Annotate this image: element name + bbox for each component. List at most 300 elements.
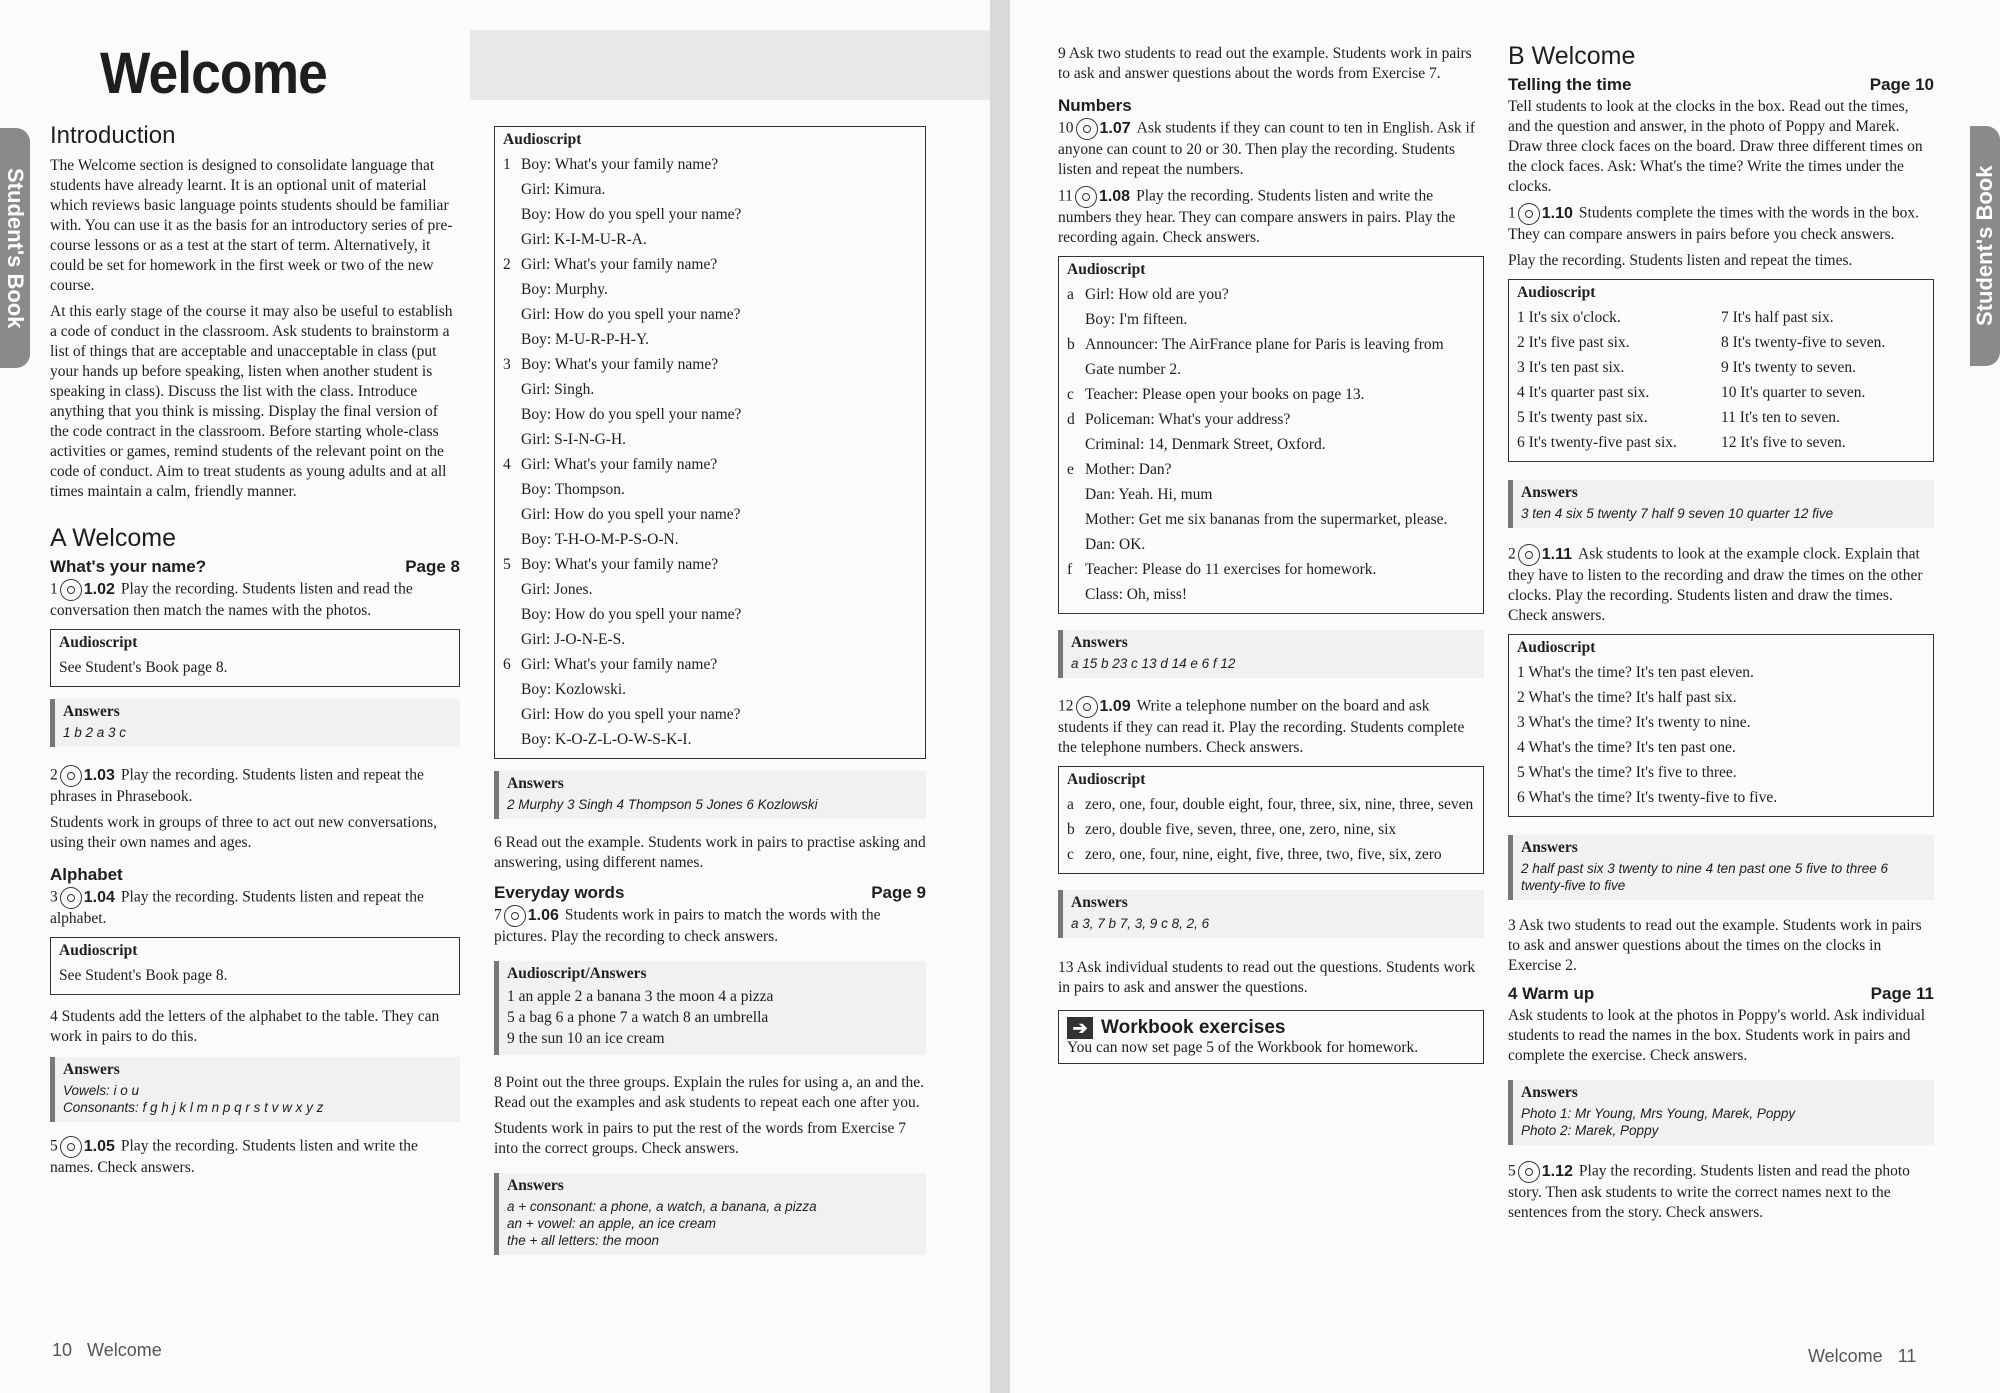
subheading-text: 4 Warm up	[1508, 984, 1595, 1003]
exercise-13: 13 Ask individual students to read out the questions. Students work in pairs to ask and answer the questions.	[1058, 959, 1476, 996]
subheading-text: What's your name?	[50, 557, 207, 576]
audioscript-line: 3 What's the time? It's twenty to nine.	[1517, 714, 1751, 731]
exercise-3	[50, 887, 460, 929]
exercise-9: 9 Ask two students to read out the example. Students work in pairs to ask and answer questions about the words from Exercise 7.	[1058, 45, 1472, 82]
cd-icon	[1518, 1161, 1540, 1183]
line-number	[503, 602, 521, 627]
side-tab: Student's Book	[1970, 126, 2000, 366]
box-title: Audioscript	[1517, 284, 1596, 301]
audioscript-line	[1067, 532, 1475, 557]
box-title: Audioscript	[59, 634, 138, 651]
line-text: Teacher: Please do 11 exercises for homework.	[1085, 561, 1377, 578]
exercise-number: 11	[1058, 187, 1073, 205]
audioscript-line	[503, 552, 917, 577]
line-number: 2	[503, 256, 511, 273]
answers-text: the + all letters: the moon	[507, 1233, 659, 1248]
audioscript-line	[503, 727, 917, 752]
line-text: Boy: What's your family name?	[521, 556, 719, 573]
track-number: 1.03	[83, 766, 115, 784]
box-title: Audioscript	[1517, 639, 1596, 656]
audioscript-line: 4 It's quarter past six.	[1517, 384, 1650, 401]
exercise-8: 8 Point out the three groups. Explain the rules for using a, an and the. Read out the examples and ask students to repeat each one after you.	[494, 1074, 925, 1111]
line-number	[503, 202, 521, 227]
answers-text: a + consonant: a phone, a watch, a banana, a pizza	[507, 1199, 817, 1214]
exercise-text: Play the recording. Students listen and repeat the phrases in Phrasebook.	[50, 766, 424, 805]
audioscript-line	[503, 702, 917, 727]
cd-icon	[1518, 544, 1540, 566]
audioscript-line	[503, 502, 917, 527]
exercise-text: Play the recording. Students listen and repeat the alphabet.	[50, 888, 424, 927]
line-number	[1067, 307, 1085, 332]
track-number: 1.10	[1541, 204, 1573, 222]
left-column-1	[50, 122, 460, 1184]
page-number: 11	[1897, 1346, 1917, 1366]
cd-icon	[1076, 118, 1098, 140]
answers-line: 5 a bag 6 a phone 7 a watch 8 an umbrella	[507, 1009, 769, 1026]
audioscript-box	[1508, 279, 1934, 462]
answers-box	[1058, 890, 1484, 938]
exercise-5	[1508, 1161, 1934, 1223]
audioscript-line: 2 It's five past six.	[1517, 334, 1630, 351]
exercise-text: Play the recording. Students listen and read the conversation then match the names with the photos.	[50, 580, 413, 619]
audioscript-line: 11 It's ten to seven.	[1721, 409, 1840, 426]
exercise-2	[1508, 544, 1934, 626]
line-number: c	[1067, 386, 1074, 403]
audioscript-line	[503, 152, 917, 177]
exercise-text: Students work in pairs to match the words with the pictures. Play the recording to check answers.	[494, 906, 881, 945]
warm-up-text: Ask students to look at the photos in Poppy's world. Ask individual students to read the names in the box. Students work in pairs and complete the exercise. Check answers.	[1508, 1007, 1925, 1064]
line-number	[503, 427, 521, 452]
line-text: Boy: What's your family name?	[521, 156, 719, 173]
line-number: c	[1067, 846, 1074, 863]
exercise-number: 5	[1508, 1162, 1516, 1180]
line-number	[1067, 582, 1085, 607]
answers-line: 1 an apple 2 a banana 3 the moon 4 a pizza	[507, 988, 774, 1005]
audioscript-line: 7 It's half past six.	[1721, 309, 1834, 326]
page-footer	[1808, 1346, 1916, 1367]
box-title: Answers	[1521, 1084, 1578, 1101]
audioscript-box	[1508, 634, 1934, 817]
exercise-1	[1508, 203, 1934, 245]
line-number	[503, 677, 521, 702]
line-text: Boy: M-U-R-P-H-Y.	[521, 331, 650, 348]
audioscript-line: 1 It's six o'clock.	[1517, 309, 1621, 326]
exercise-number: 10	[1058, 119, 1074, 137]
exercise-6: 6 Read out the example. Students work in pairs to practise asking and answering, using different names.	[494, 834, 926, 871]
subheading	[50, 865, 460, 885]
line-text: zero, one, four, double eight, four, three, six, nine, three, seven	[1085, 796, 1474, 813]
box-text: See Student's Book page 8.	[59, 967, 228, 984]
audioscript-line	[1067, 582, 1475, 607]
line-number: 4	[503, 456, 511, 473]
line-text: Girl: S-I-N-G-H.	[521, 431, 627, 448]
section-heading: B Welcome	[1508, 42, 1636, 70]
intro-paragraph-2: At this early stage of the course it may also be useful to establish a code of conduct in the classroom. Ask students to brainstorm a list of things that are acceptable and unacceptable in class (put your hands up before speaking, listen when another student is speaking in class). Discuss the list with the class. Introduce anything that you think is missing. Display the final version of the code contract in the classroom. Before starting whole-class activities or games, remind students of the relevant point on the code of conduct. Aim to treat students as young adults and at all times maintain a calm, friendly manner.	[50, 303, 453, 500]
exercise-text: Ask students to look at the example clock. Explain that they have to listen to the recording and draw the times on the other clocks. Play the recording. Students listen and draw the times. Check answers.	[1508, 545, 1923, 624]
answers-box	[494, 771, 926, 819]
line-text: Girl: What's your family name?	[521, 256, 718, 273]
line-number: b	[1067, 821, 1075, 838]
audioscript-line: 10 It's quarter to seven.	[1721, 384, 1866, 401]
exercise-11	[1058, 186, 1484, 248]
audioscript-line	[503, 652, 917, 677]
exercise-text: Students complete the times with the words in the box. They can compare answers in pairs before you check answers.	[1508, 204, 1919, 243]
audioscript-lines	[1067, 792, 1475, 867]
audioscript-line	[1067, 557, 1475, 582]
answers-text: 3 ten 4 six 5 twenty 7 half 9 seven 10 quarter 12 five	[1521, 506, 1834, 521]
line-text: Girl: K-I-M-U-R-A.	[521, 231, 647, 248]
exercise-number: 2	[50, 766, 58, 784]
box-title: Answers	[507, 775, 564, 792]
answers-box	[50, 1057, 460, 1122]
line-text: Girl: How do you spell your name?	[521, 506, 741, 523]
cd-icon	[1076, 696, 1098, 718]
audioscript-line	[503, 377, 917, 402]
subheading-text: Alphabet	[50, 865, 123, 884]
subheading-text: Everyday words	[494, 883, 625, 902]
audioscript-line	[1067, 482, 1475, 507]
exercise-text: Play the recording. Students listen and write the numbers they hear. They can compare answers in pairs. Play the recording again. Check answers.	[1058, 187, 1456, 246]
line-text: Policeman: What's your address?	[1085, 411, 1291, 428]
answers-text: 2 Murphy 3 Singh 4 Thompson 5 Jones 6 Kozlowski	[507, 797, 818, 812]
exercise-2	[50, 765, 460, 807]
line-text: Boy: K-O-Z-L-O-W-S-K-I.	[521, 731, 692, 748]
track-number: 1.05	[83, 1137, 115, 1155]
cd-icon	[1518, 203, 1540, 225]
line-text: zero, double five, seven, three, one, zero, nine, six	[1085, 821, 1397, 838]
line-text: Girl: How do you spell your name?	[521, 306, 741, 323]
audioscript-line	[503, 352, 917, 377]
line-text: Mother: Dan?	[1085, 461, 1172, 478]
footer-label: Welcome	[1808, 1346, 1883, 1366]
subheading	[494, 883, 926, 903]
box-title: Answers	[63, 1061, 120, 1078]
answers-text: Consonants: f g h j k l m n p q r s t v w x y z	[63, 1100, 324, 1115]
answers-box	[494, 1173, 926, 1255]
answers-text: Vowels: i o u	[63, 1083, 140, 1098]
workbook-text: You can now set page 5 of the Workbook for homework.	[1067, 1039, 1419, 1056]
audioscript-box	[50, 937, 460, 995]
box-title: Audioscript	[1067, 261, 1146, 278]
line-text: Boy: How do you spell your name?	[521, 406, 742, 423]
footer-label: Welcome	[87, 1340, 162, 1360]
line-text: Boy: Kozlowski.	[521, 681, 627, 698]
track-number: 1.08	[1098, 187, 1131, 205]
page-title: Welcome	[100, 41, 327, 106]
subheading-text: Telling the time	[1508, 75, 1632, 94]
audioscript-line: 2 What's the time? It's half past six.	[1517, 689, 1737, 706]
page-footer	[52, 1340, 162, 1361]
audioscript-line	[503, 402, 917, 427]
audioscript-box	[50, 629, 460, 687]
line-text: Girl: What's your family name?	[521, 656, 718, 673]
subheading-text: Numbers	[1058, 96, 1132, 115]
line-number: a	[1067, 286, 1074, 303]
line-number	[503, 177, 521, 202]
line-text: Dan: Yeah. Hi, mum	[1085, 486, 1213, 503]
box-title: Answers	[63, 703, 120, 720]
audioscript-line: 3 It's ten past six.	[1517, 359, 1625, 376]
audioscript-line: 5 It's twenty past six.	[1517, 409, 1648, 426]
audioscript-lines	[1517, 660, 1925, 810]
intro-paragraph-1: The Welcome section is designed to consolidate language that students have already learnt. It is an optional unit of material which reviews basic language points students should be familiar with. You can use it as the basis for an introductory series of pre-course lessons or as a test at the start of term. Alternatively, it could be set for homework in the first week or two of the new course.	[50, 157, 453, 294]
audioscript-line	[503, 227, 917, 252]
cd-icon	[60, 579, 82, 601]
intro-heading: Introduction	[50, 122, 176, 149]
line-text: Boy: How do you spell your name?	[521, 606, 742, 623]
box-title: Audioscript	[503, 131, 582, 148]
audioscript-line	[503, 202, 917, 227]
right-column-1	[1058, 44, 1484, 1076]
answers-text: 2 half past six 3 twenty to nine 4 ten past one 5 five to three 6 twenty-five to five	[1521, 861, 1888, 893]
answers-box	[1508, 1080, 1934, 1145]
audioscript-line	[503, 527, 917, 552]
audioscript-line	[1067, 407, 1475, 432]
cd-icon	[60, 1136, 82, 1158]
audioscript-line: 6 What's the time? It's twenty-five to five.	[1517, 789, 1778, 806]
answers-box	[1508, 835, 1934, 900]
track-number: 1.12	[1541, 1162, 1573, 1180]
line-number: 6	[503, 656, 511, 673]
audioscript-lines	[503, 152, 917, 752]
line-number	[503, 702, 521, 727]
page-ref: Page 11	[1870, 984, 1934, 1003]
audioscript-line	[1067, 332, 1475, 382]
answers-text: 1 b 2 a 3 c	[63, 725, 127, 740]
exercise-text: Play the recording. Students listen and write the names. Check answers.	[50, 1137, 418, 1176]
answers-text: a 15 b 23 c 13 d 14 e 6 f 12	[1071, 656, 1236, 671]
exercise-2-note: Students work in groups of three to act out new conversations, using their own names and ages.	[50, 814, 437, 851]
audioscript-line	[1067, 307, 1475, 332]
audioscript-line	[1067, 432, 1475, 457]
answers-box	[50, 699, 460, 747]
exercise-number: 3	[50, 888, 58, 906]
line-text: Boy: T-H-O-M-P-S-O-N.	[521, 531, 679, 548]
line-number: e	[1067, 461, 1074, 478]
intro-paragraph: Tell students to look at the clocks in the box. Read out the times, and the question and answer, in the photo of Poppy and Marek. Draw three clock faces on the board. Draw three different times on the clock faces. Ask: What's the time? Write the times under the clocks.	[1508, 98, 1923, 195]
exercise-5	[50, 1136, 460, 1178]
track-number: 1.09	[1099, 697, 1131, 715]
box-title: Answers	[1521, 839, 1578, 856]
exercise-1	[50, 579, 460, 621]
line-text: Boy: Murphy.	[521, 281, 608, 298]
line-text: Mother: Get me six bananas from the supermarket, please.	[1085, 511, 1448, 528]
audioscript-line	[503, 477, 917, 502]
top-shade	[470, 30, 990, 100]
exercise-1-note: Play the recording. Students listen and repeat the times.	[1508, 252, 1853, 269]
audioscript-box	[1058, 256, 1484, 614]
line-number	[503, 577, 521, 602]
line-number: 1	[503, 156, 511, 173]
exercise-3: 3 Ask two students to read out the example. Students work in pairs to ask and answer questions about the times on the clocks in Exercise 2.	[1508, 917, 1922, 974]
audioscript-line	[1067, 507, 1475, 532]
audioscript-line	[503, 277, 917, 302]
audioscript-line	[503, 577, 917, 602]
audioscript-line: 1 What's the time? It's ten past eleven.	[1517, 664, 1754, 681]
exercise-12	[1058, 696, 1484, 758]
box-title: Answers	[507, 1177, 564, 1194]
box-title: Audioscript	[1067, 771, 1146, 788]
arrow-icon: ➔	[1067, 1017, 1093, 1039]
line-number	[1067, 432, 1085, 457]
line-text: Girl: Kimura.	[521, 181, 606, 198]
audioscript-line	[1067, 282, 1475, 307]
times-column	[1721, 305, 1925, 455]
audioscript-lines	[1067, 282, 1475, 607]
track-number: 1.11	[1541, 545, 1573, 563]
cd-icon	[504, 905, 526, 927]
answers-text: Photo 2: Marek, Poppy	[1521, 1123, 1659, 1138]
exercise-number: 2	[1508, 545, 1516, 563]
audioscript-line: 5 What's the time? It's five to three.	[1517, 764, 1737, 781]
line-text: Announcer: The AirFrance plane for Paris is leaving from Gate number 2.	[1085, 336, 1444, 378]
workbook-title	[1067, 1017, 1475, 1039]
line-number: a	[1067, 796, 1074, 813]
line-text: Girl: Singh.	[521, 381, 595, 398]
exercise-number: 7	[494, 906, 502, 924]
line-text: Teacher: Please open your books on page 13.	[1085, 386, 1365, 403]
line-text: Girl: How old are you?	[1085, 286, 1229, 303]
line-number	[503, 477, 521, 502]
line-number: f	[1067, 561, 1073, 578]
answers-line: 9 the sun 10 an ice cream	[507, 1030, 665, 1047]
audioscript-line: 12 It's five to seven.	[1721, 434, 1846, 451]
track-number: 1.06	[527, 906, 559, 924]
exercise-8-note: Students work in pairs to put the rest of the words from Exercise 7 into the correct groups. Check answers.	[494, 1120, 906, 1157]
workbook-title-text: Workbook exercises	[1101, 1017, 1286, 1038]
line-number	[503, 227, 521, 252]
track-number: 1.02	[83, 580, 115, 598]
box-text: See Student's Book page 8.	[59, 659, 228, 676]
answers-box	[1058, 630, 1484, 678]
right-page	[1010, 0, 2000, 1393]
line-number: 3	[503, 356, 511, 373]
line-number: d	[1067, 411, 1075, 428]
track-number: 1.07	[1099, 119, 1131, 137]
line-text: Dan: OK.	[1085, 536, 1146, 553]
audioscript-line: 6 It's twenty-five past six.	[1517, 434, 1677, 451]
cd-icon	[1075, 186, 1097, 208]
line-text: Boy: Thompson.	[521, 481, 625, 498]
exercise-number: 1	[50, 580, 58, 598]
box-title: Audioscript	[59, 942, 138, 959]
line-number: b	[1067, 336, 1075, 353]
audioscript-line	[1067, 842, 1475, 867]
line-text: Boy: How do you spell your name?	[521, 206, 742, 223]
box-title: Audioscript/Answers	[507, 965, 647, 982]
side-tab: Student's Book	[0, 128, 30, 368]
workbook-box	[1058, 1010, 1484, 1064]
audioscript-line	[1067, 792, 1475, 817]
line-number	[503, 302, 521, 327]
line-number	[503, 277, 521, 302]
line-number	[503, 402, 521, 427]
track-number: 1.04	[83, 888, 115, 906]
cd-icon	[60, 765, 82, 787]
times-column	[1517, 305, 1721, 455]
box-title: Answers	[1071, 894, 1128, 911]
line-text: Girl: J-O-N-E-S.	[521, 631, 626, 648]
exercise-7	[494, 905, 926, 947]
cd-icon	[60, 887, 82, 909]
left-column-2	[494, 124, 926, 1269]
audioscript-line	[1067, 382, 1475, 407]
line-number: 5	[503, 556, 511, 573]
line-text: Girl: Jones.	[521, 581, 593, 598]
line-number	[503, 502, 521, 527]
line-text: Class: Oh, miss!	[1085, 586, 1188, 603]
page-ref: Page 10	[1869, 75, 1934, 94]
line-number	[503, 327, 521, 352]
audioscript-line: 9 It's twenty to seven.	[1721, 359, 1856, 376]
audioscript-answers-box	[494, 961, 926, 1055]
answers-text: an + vowel: an apple, an ice cream	[507, 1216, 716, 1231]
page-ref: Page 8	[405, 557, 460, 576]
exercise-number: 12	[1058, 697, 1074, 715]
line-number	[1067, 532, 1085, 557]
box-title: Answers	[1521, 484, 1578, 501]
subheading	[1508, 75, 1934, 95]
line-number	[503, 627, 521, 652]
audioscript-line	[503, 327, 917, 352]
page-number: 10	[52, 1340, 73, 1360]
audioscript-line	[503, 602, 917, 627]
line-number	[1067, 482, 1085, 507]
line-number	[503, 377, 521, 402]
audioscript-line	[1067, 457, 1475, 482]
exercise-text: Play the recording. Students listen and read the photo story. Then ask students to write the correct names next to the sentences from the story. Check answers.	[1508, 1162, 1910, 1221]
exercise-number: 1	[1508, 204, 1516, 222]
audioscript-box	[1058, 766, 1484, 874]
exercise-text: Ask students if they can count to ten in English. Ask if anyone can count to 20 or 30. Then play the recording. Students listen and repeat the numbers.	[1058, 119, 1476, 178]
subheading	[1058, 96, 1484, 116]
line-text: Criminal: 14, Denmark Street, Oxford.	[1085, 436, 1326, 453]
line-number	[503, 527, 521, 552]
page-ref: Page 9	[871, 883, 926, 902]
audioscript-line	[503, 627, 917, 652]
line-text: Girl: What's your family name?	[521, 456, 718, 473]
audioscript-line	[1067, 817, 1475, 842]
audioscript-line	[503, 677, 917, 702]
answers-box	[1508, 480, 1934, 528]
line-text: Boy: I'm fifteen.	[1085, 311, 1188, 328]
section-heading: A Welcome	[50, 524, 176, 552]
audioscript-line: 4 What's the time? It's ten past one.	[1517, 739, 1736, 756]
exercise-10	[1058, 118, 1484, 180]
audioscript-line	[503, 177, 917, 202]
line-text: Girl: How do you spell your name?	[521, 706, 741, 723]
line-text: Boy: What's your family name?	[521, 356, 719, 373]
exercise-text: Write a telephone number on the board and ask students if they can read it. Play the recording. Students complete the telephone numbers. Check answers.	[1058, 697, 1465, 756]
line-text: zero, one, four, nine, eight, five, three, two, five, six, zero	[1085, 846, 1442, 863]
audioscript-line	[503, 302, 917, 327]
audioscript-line	[503, 252, 917, 277]
box-title: Answers	[1071, 634, 1128, 651]
line-number	[503, 727, 521, 752]
audioscript-line	[503, 452, 917, 477]
right-column-2	[1508, 42, 1934, 1229]
left-page	[0, 0, 990, 1393]
exercise-4: 4 Students add the letters of the alphabet to the table. They can work in pairs to do this.	[50, 1008, 440, 1045]
audioscript-box	[494, 126, 926, 759]
answers-text: Photo 1: Mr Young, Mrs Young, Marek, Poppy	[1521, 1106, 1796, 1121]
answers-text: a 3, 7 b 7, 3, 9 c 8, 2, 6	[1071, 916, 1210, 931]
exercise-number: 5	[50, 1137, 58, 1155]
audioscript-line	[503, 427, 917, 452]
audioscript-line: 8 It's twenty-five to seven.	[1721, 334, 1886, 351]
times-grid	[1517, 305, 1925, 455]
subheading	[50, 557, 460, 577]
